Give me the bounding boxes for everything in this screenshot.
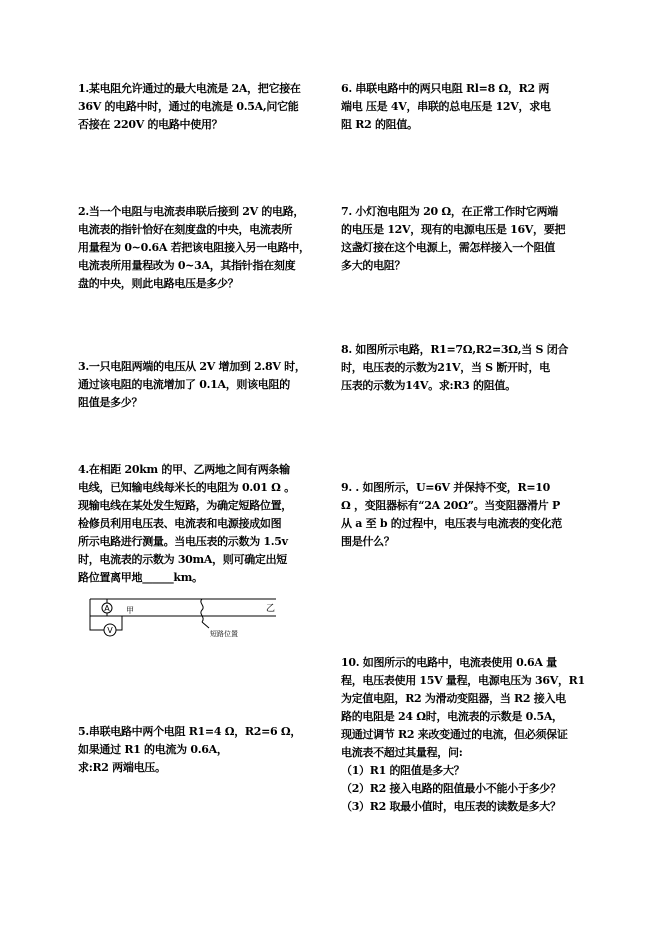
question-4	[78, 461, 295, 587]
q1-line: 1.某电阻允许通过的最大电流是 2A，把它接在	[78, 82, 301, 95]
q10-line: 电流表不超过其量程，问:	[341, 746, 463, 759]
q8-line: 时，电压表的示数为21V，当 S 断开时，电	[341, 361, 550, 374]
q6-line: 端电 压是 4V，串联的总电压是 12V，求电	[341, 100, 551, 113]
voltmeter-label: V	[107, 626, 113, 635]
q2-line: 盘的中央，则此电路电压是多少？	[78, 277, 239, 290]
q2-line: 2.当一个电阻与电流表串联后接到 2V 的电路，	[78, 205, 305, 218]
q5-line: 求:R2 两端电压。	[78, 761, 166, 774]
q4-line: 路位置离甲地______km。	[78, 571, 203, 584]
q4-line: 电线，已知输电线每米长的电阻为 0.01 Ω 。	[78, 481, 295, 494]
question-8	[341, 341, 568, 395]
yi-label: 乙	[266, 604, 276, 614]
q8-line: 8. 如图所示电路，R1=7Ω,R2=3Ω,当 S 闭合	[341, 343, 569, 356]
circuit-diagram	[82, 592, 282, 642]
q10-line: （1）R1 的阻值是多大？	[341, 764, 465, 777]
q7-line: 7. 小灯泡电阻为 20 Ω，在正常工作时它两端	[341, 205, 558, 218]
q8-line: 压表的示数为14V。求:R3 的阻值。	[341, 379, 516, 392]
q10-line: 现通过调节 R2 来改变通过的电流，但必须保证	[341, 728, 568, 741]
question-1	[78, 80, 301, 134]
q5-line: 5.串联电路中两个电阻 R1=4 Ω，R2=6 Ω，	[78, 725, 302, 738]
q2-line: 电流表的指针恰好在刻度盘的中央，电流表所	[78, 223, 292, 236]
q1-line: 36V 的电路中时，通过的电流是 0.5A,问它能	[78, 100, 299, 113]
q9-line: 围是什么？	[341, 535, 395, 548]
q10-line: 10. 如图所示的电路中，电流表使用 0.6A 量	[341, 656, 557, 669]
q10-line: （3）R2 取最小值时，电压表的读数是多大？	[341, 800, 561, 813]
question-6	[341, 80, 551, 134]
q4-line: 时，电流表的示数为 30mA，则可确定出短	[78, 553, 288, 566]
question-9	[341, 479, 562, 551]
q9-line: Ω ，变阻器标有“2A 20Ω”。当变阻器滑片 P	[341, 499, 560, 512]
q7-line: 的电压是 12V，现有的电源电压是 16V，要把	[341, 223, 566, 236]
q9-line: 9. . 如图所示，U=6V 并保持不变，R=10	[341, 481, 550, 494]
question-3	[78, 358, 306, 412]
q10-line: 程，电压表使用 15V 量程，电源电压为 36V，R1	[341, 674, 585, 687]
q5-line: 如果通过 R1 的电流为 0.6A，	[78, 743, 228, 756]
question-2	[78, 203, 310, 293]
q7-line: 这盏灯接在这个电源上，需怎样接入一个阻值	[341, 241, 555, 254]
q3-line: 通过该电阻的电流增加了 0.1A，则该电阻的	[78, 378, 290, 391]
q1-line: 否接在 220V 的电路中使用？	[78, 118, 223, 131]
ammeter-label: A	[104, 604, 110, 613]
question-10	[341, 654, 585, 816]
q2-line: 电流表所用量程改为 0~3A，其指针指在刻度	[78, 259, 296, 272]
q6-line: 6. 串联电路中的两只电阻 Rl=8 Ω，R2 两	[341, 82, 550, 95]
q3-line: 阻值是多少？	[78, 396, 143, 409]
question-5	[78, 723, 301, 777]
q2-line: 用量程为 0~0.6A 若把该电阻接入另一电路中，	[78, 241, 310, 254]
q4-line: 检修员利用电压表、电流表和电源接成如图	[78, 517, 282, 530]
q10-line: （2）R2 接入电路的阻值最小不能小于多少？	[341, 782, 561, 795]
q9-line: 从 a 至 b 的过程中，电压表与电流表的变化范	[341, 517, 562, 530]
q3-line: 3.一只电阻两端的电压从 2V 增加到 2.8V 时，	[78, 360, 306, 373]
q7-line: 多大的电阻？	[341, 259, 406, 272]
q6-line: 阻 R2 的阻值。	[341, 118, 418, 131]
q10-line: 为定值电阻，R2 为滑动变阻器，当 R2 接入电	[341, 692, 566, 705]
short-circuit-label: 短路位置	[210, 630, 238, 638]
jia-label: 甲	[126, 606, 134, 615]
q10-line: 路的电阻是 24 Ω时，电流表的示数是 0.5A，	[341, 710, 563, 723]
q4-line: 现输电线在某处发生短路，为确定短路位置，	[78, 499, 292, 512]
q4-line: 所示电路进行测量。当电压表的示数为 1.5v	[78, 535, 288, 548]
q4-line: 4.在相距 20km 的甲、乙两地之间有两条输	[78, 463, 290, 476]
question-7	[341, 203, 565, 275]
